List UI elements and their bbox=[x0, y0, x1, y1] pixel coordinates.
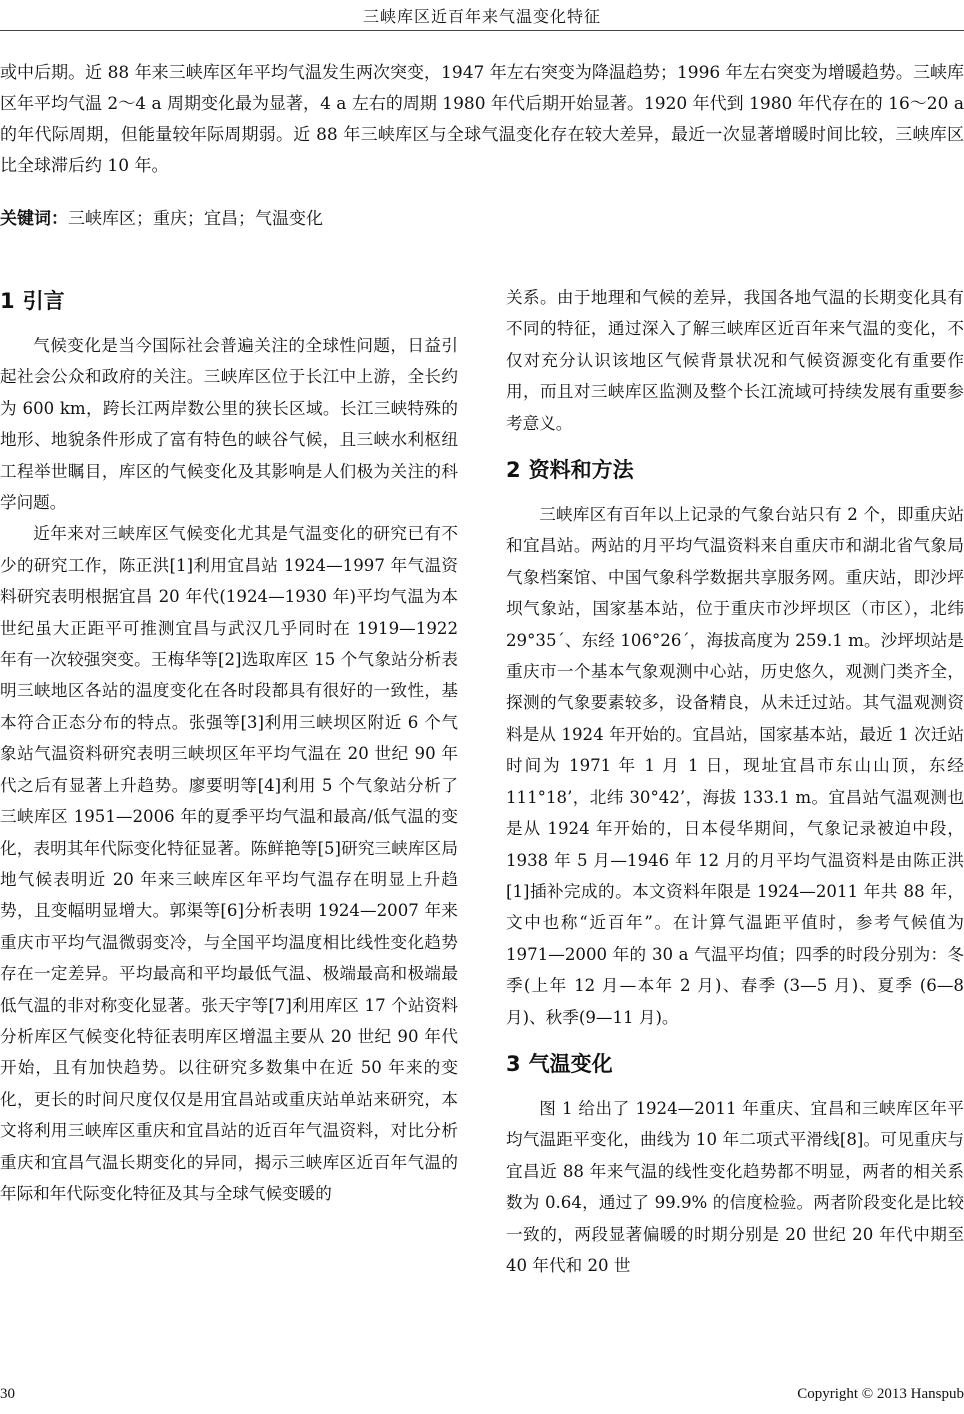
left-column bbox=[0, 282, 458, 1372]
keywords bbox=[0, 204, 964, 235]
section-heading-temperature bbox=[506, 1047, 964, 1081]
section-heading-intro bbox=[0, 284, 458, 318]
section-heading-data bbox=[506, 453, 964, 487]
section-number: 1 bbox=[0, 289, 15, 313]
intro-paragraph-1: 气候变化是当今国际社会普遍关注的全球性问题，日益引起社会公众和政府的关注。三峡库区位于长江中上游，全长约为 600 km，跨长江两岸数公里的狭长区域。长江三峡特殊的地形、地貌条件形成了富有特色的峡谷气候，且三峡水利枢纽工程举世瞩目，库区的气候变化及其影响是人们极为关注的科学问题。 bbox=[0, 336, 458, 513]
header-divider bbox=[0, 30, 964, 31]
page-number: 30 bbox=[0, 1386, 15, 1402]
running-title: 三峡库区近百年来气温变化特征 bbox=[362, 7, 601, 26]
intro-paragraph-2-continued: 关系。由于地理和气候的差异，我国各地气温的长期变化具有不同的特征，通过深入了解三峡库区近百年来气温的变化，不仅对充分认识该地区气候背景状况和气候资源变化有重要作用，而且对三峡库区监测及整个长江流域可持续发展有重要参考意义。 bbox=[506, 288, 964, 433]
temperature-paragraph-1: 图 1 给出了 1924—2011 年重庆、宜昌和三峡库区年平均气温距平变化，曲线为 10 年二项式平滑线[8]。可见重庆与宜昌近 88 年来气温的线性变化趋势都不明显，两者的相关系数为 0.64，通过了 99.9% 的信度检验。两者阶段变化是比较一致的，两段显著偏暖的时期分别是 20 世纪 20 年代中期至 40 年代和 20 世 bbox=[506, 1098, 964, 1275]
abstract-text: 或中后期。近 88 年来三峡库区年平均气温发生两次突变，1947 年左右突变为降温趋势；1996 年左右突变为增暖趋势。三峡库区年平均气温 2～4 a 周期变化最为显著，4 a 左右的周期 1980 年代后期开始显著。1920 年代到 1980 年代存在的 16～20 a 的年代际周期，但能量较年际周期弱。近 88 年三峡库区与全球气温变化存在较大差异，最近一次显著增暖时间比较，三峡库区比全球滞后约 10 年。 bbox=[0, 63, 964, 176]
copyright-notice: Copyright © 2013 Hanspub bbox=[797, 1386, 964, 1402]
section-number: 3 bbox=[506, 1051, 521, 1076]
right-column bbox=[506, 282, 964, 1372]
section-title: 气温变化 bbox=[528, 1051, 613, 1076]
section-title: 资料和方法 bbox=[528, 458, 634, 483]
data-paragraph-1: 三峡库区有百年以上记录的气象台站只有 2 个，即重庆站和宜昌站。两站的月平均气温资料来自重庆市和湖北省气象局气象档案馆、中国气象科学数据共享服务网。重庆站，即沙坪坝气象站，国家基本站，位于重庆市沙坪坝区（市区），北纬 29°35´、东经 106°26´，海拔高度为 259.1 m。沙坪坝站是重庆市一个基本气象观测中心站，历史悠久，观测门类齐全，探测的气象要素较多，设备精良，从未迁过站。其气温观测资料是从 1924 年开始的。宜昌站，国家基本站，最近 1 次迁站时间为 1971 年 1 月 1 日，现址宜昌市东山山顶，东经 111°18’，北纬 30°42’，海拔 133.1 m。宜昌站气温观测也是从 1924 年开始的，日本侵华期间，气象记录被迫中段，1938 年 5 月—1946 年 12 月的月平均气温资料是由陈正洪[1]插补完成的。本文资料年限是 1924—2011 年共 88 年，文中也称“近百年”。在计算气温距平值时，参考气候值为 1971—2000 年的 30 a 气温平均值；四季的时段分别为：冬季(上年 12 月—本年 2 月)、春季 (3—5 月)、夏季 (6—8 月)、秋季(9—11 月)。 bbox=[506, 505, 964, 1027]
section-number: 2 bbox=[506, 458, 521, 483]
section-title: 引言 bbox=[22, 289, 65, 313]
keywords-label: 关键词： bbox=[0, 209, 68, 229]
keywords-text: 三峡库区；重庆；宜昌；气温变化 bbox=[68, 209, 323, 229]
intro-paragraph-2: 近年来对三峡库区气候变化尤其是气温变化的研究已有不少的研究工作，陈正洪[1]利用宜昌站 1924—1997 年气温资料研究表明根据宜昌 20 年代(1924—1930 年)平均气温为本世纪虽大正距平可推测宜昌与武汉几乎同时在 1919—1922 年有一次较强突变。王梅华等[2]选取库区 15 个气象站分析表明三峡地区各站的温度变化在各时段都具有很好的一致性，基本符合正态分布的特点。张强等[3]利用三峡坝区附近 6 个气象站气温资料研究表明三峡坝区年平均气温在 20 世纪 90 年代之后有显著上升趋势。廖要明等[4]利用 5 个气象站分析了三峡库区 1951—2006 年的夏季平均气温和最高/低气温的变化，表明其年代际变化特征显著。陈鲜艳等[5]研究三峡库区局地气候表明近 20 年来三峡库区年平均气温存在明显上升趋势，且变幅明显增大。郭渠等[6]分析表明 1924—2007 年来重庆市平均气温微弱变冷，与全国平均温度相比线性变化趋势存在一定差异。平均最高和平均最低气温、极端最高和极端最低气温的非对称变化显著。张天宇等[7]利用库区 17 个站资料分析库区气候变化特征表明库区增温主要从 20 世纪 90 年代开始，且有加快趋势。以往研究多数集中在近 50 年来的变化，更长的时间尺度仅仅是用宜昌站或重庆站单站来研究，本文将利用三峡库区重庆和宜昌站的近百年气温资料，对比分析重庆和宜昌气温长期变化的异同，揭示三峡库区近百年气温的年际和年代际变化特征及其与全球气候变暖的 bbox=[0, 524, 458, 1203]
